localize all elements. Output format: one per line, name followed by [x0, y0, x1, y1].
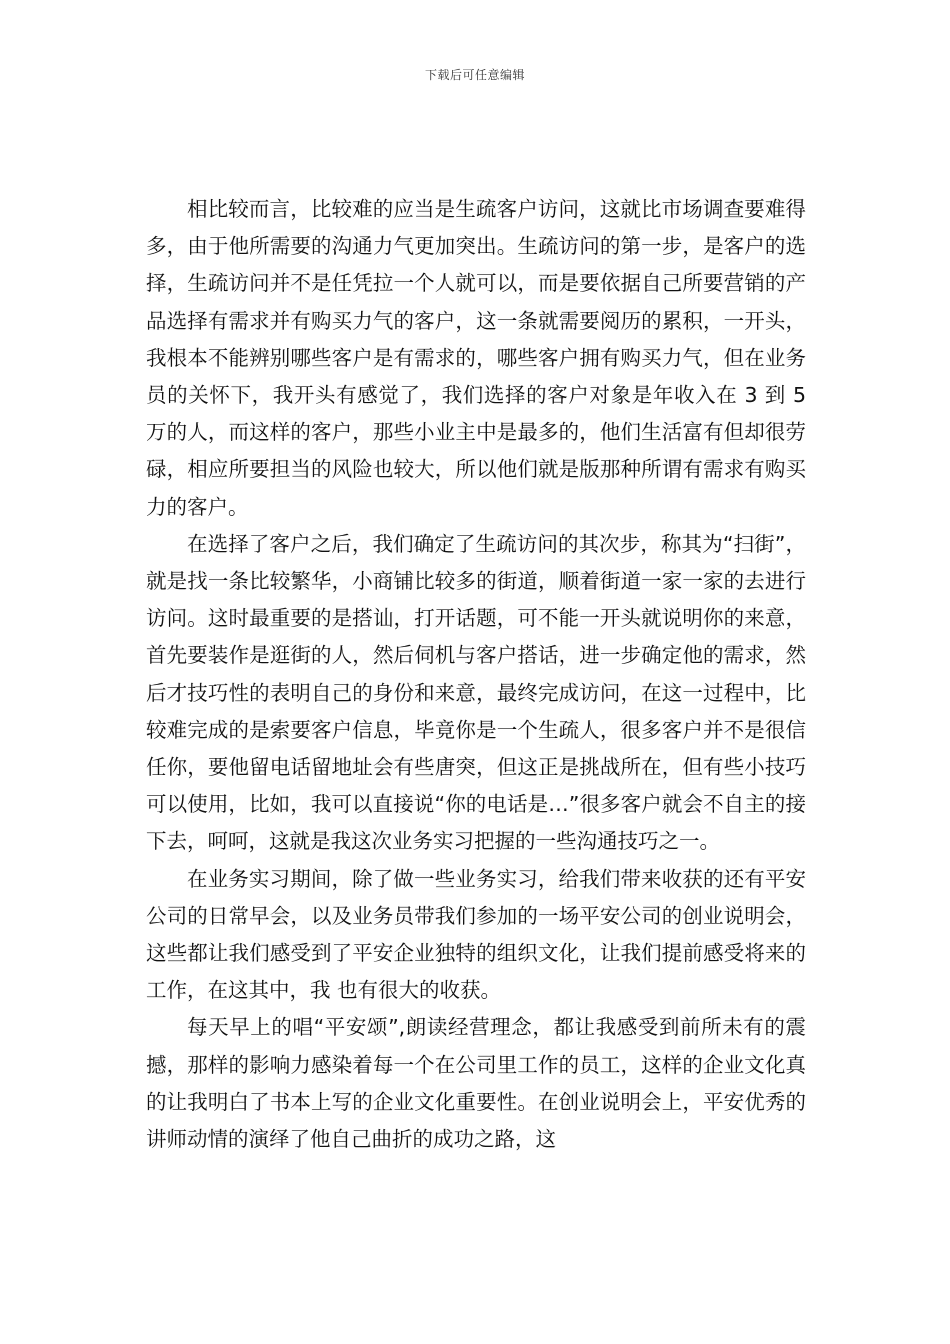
- paragraph-1: 相比较而言，比较难的应当是生疏客户访问，这就比市场调查要难得多，由于他所需要的沟通力气更加突出。生疏访问的第一步，是客户的选择，生疏访问并不是任凭拉一个人就可以，而是要依据自己所要营销的产品选择有需求并有购买力气的客户，这一条就需要阅历的累积，一开头，我根本不能辨别哪些客户是有需求的，哪些客户拥有购买力气，但在业务员的关怀下，我开头有感觉了，我们选择的客户对象是年收入在 3 到 5 万的人，而这样的客户，那些小业主中是最多的，他们生活富有但却很劳碌，相应所要担当的风险也较大，所以他们就是版那种所谓有需求有购买力的客户。: [146, 197, 806, 519]
- paragraph-4: 每天早上的唱“平安颂”,朗读经营理念，都让我感受到前所未有的震撼，那样的影响力感染着每一个在公司里工作的员工，这样的企业文化真的让我明白了书本上写的企业文化重要性。在创业说明会上，平安优秀的讲师动情的演绎了他自己曲折的成功之路，这: [146, 1015, 806, 1152]
- header-note: 下载后可任意编辑: [424, 68, 525, 82]
- paragraph-3: 在业务实习期间，除了做一些业务实习，给我们带来收获的还有平安公司的日常早会，以及业务员带我们参加的一场平安公司的创业说明会，这些都让我们感受到了平安企业独特的组织文化，让我们提前感受将来的工作，在这其中，我 也有很大的收获。: [146, 866, 806, 1003]
- paragraph-2: 在选择了客户之后，我们确定了生疏访问的其次步，称其为“扫街”，就是找一条比较繁华，小商铺比较多的街道，顺着街道一家一家的去进行访问。这时最重要的是搭讪，打开话题，可不能一开头就说明你的来意，首先要装作是逛街的人，然后伺机与客户搭话，进一步确定他的需求，然后才技巧性的表明自己的身份和来意，最终完成访问，在这一过程中，比较难完成的是索要客户信息，毕竟你是一个生疏人，很多客户并不是很信任你，要他留电话留地址会有些唐突，但这正是挑战所在，但有些小技巧可以使用，比如，我可以直接说“你的电话是…”很多客户就会不自主的接下去，呵呵，这就是我这次业务实习把握的一些沟通技巧之一。: [146, 531, 806, 854]
- body-text: [146, 191, 806, 1158]
